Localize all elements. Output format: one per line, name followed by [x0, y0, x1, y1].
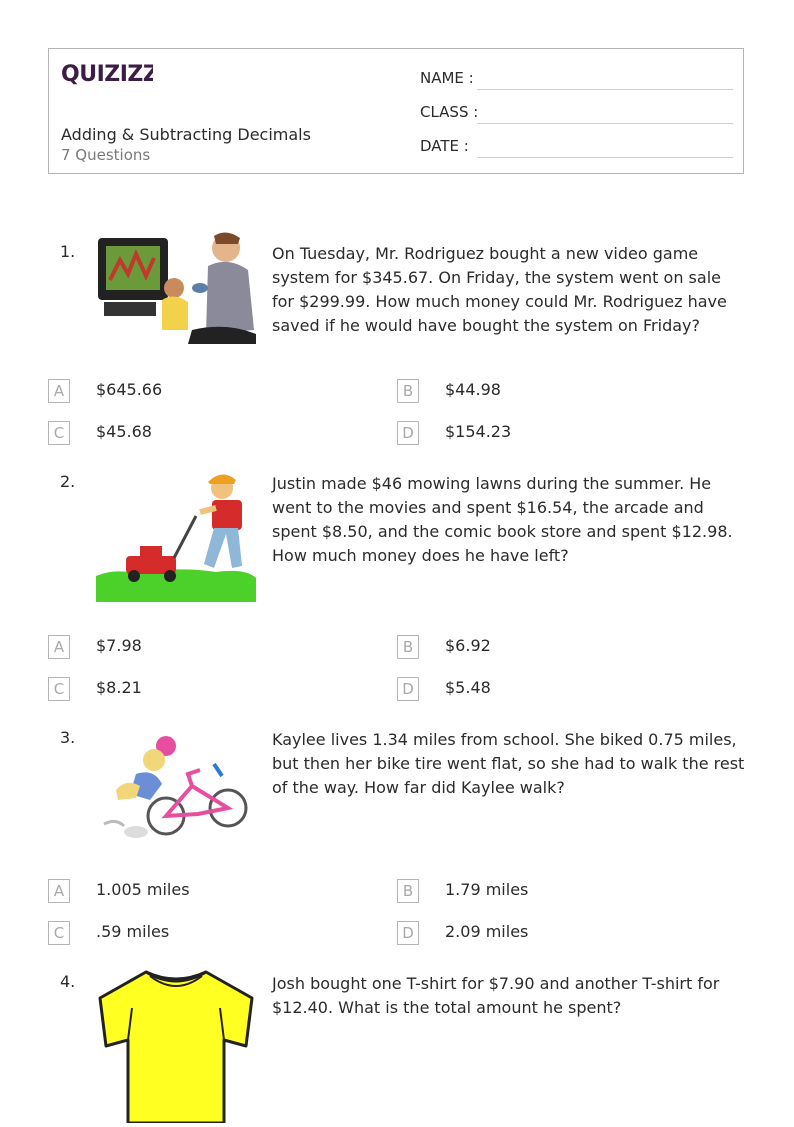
date-field[interactable] — [420, 137, 476, 155]
question-number: 1. — [60, 242, 76, 261]
option-text: 1.005 miles — [96, 880, 190, 899]
question-text: Justin made $46 mowing lawns during the summer. He went to the movies and spent $16.54, the arcade and spent $8.50, and the comic book store and spent $12.98. How much money does he have left? — [272, 474, 733, 565]
option-letter-box[interactable]: A — [48, 879, 70, 903]
option-text: .59 miles — [96, 922, 170, 941]
option-text: $8.21 — [96, 678, 142, 697]
option-text: 1.79 miles — [445, 880, 529, 899]
name-field[interactable] — [420, 69, 476, 87]
option-text: 2.09 miles — [445, 922, 529, 941]
svg-text:QUIZIZZ: QUIZIZZ — [61, 62, 153, 87]
option-letter-box[interactable]: A — [48, 635, 70, 659]
name-label: NAME : — [420, 69, 474, 87]
option-letter-box[interactable]: C — [48, 677, 70, 701]
class-line[interactable] — [477, 123, 733, 124]
option-letter-box[interactable]: B — [397, 635, 419, 659]
t-shirt-illustration — [96, 968, 256, 1123]
option-text: $44.98 — [445, 380, 501, 399]
option-letter-box[interactable]: B — [397, 379, 419, 403]
option-letter-box[interactable]: B — [397, 879, 419, 903]
quizizz-logo — [61, 59, 153, 93]
question-text: On Tuesday, Mr. Rodriguez bought a new video game system for $345.67. On Friday, the system went on sale for $299.99. How much money could Mr. Rodriguez have saved if he would have bought the system on Friday? — [272, 244, 727, 335]
option-text: $45.68 — [96, 422, 152, 441]
option-letter-box[interactable]: C — [48, 421, 70, 445]
option-text: $5.48 — [445, 678, 491, 697]
option-text: $154.23 — [445, 422, 512, 441]
question-number: 4. — [60, 972, 76, 991]
worksheet-title: Adding & Subtracting Decimals — [61, 125, 311, 144]
video-game-illustration — [96, 230, 256, 350]
option-text: $7.98 — [96, 636, 142, 655]
option-letter-box[interactable]: C — [48, 921, 70, 945]
flat-bike-illustration — [96, 734, 256, 854]
option-text: $6.92 — [445, 636, 491, 655]
question-number: 2. — [60, 472, 76, 491]
worksheet-header — [48, 48, 744, 174]
question-text: Josh bought one T-shirt for $7.90 and another T-shirt for $12.40. What is the total amount he spent? — [272, 974, 720, 1017]
option-letter-box[interactable]: D — [397, 677, 419, 701]
option-letter-box[interactable]: D — [397, 421, 419, 445]
question-count: 7 Questions — [61, 146, 151, 164]
date-label: DATE : — [420, 137, 469, 155]
date-line[interactable] — [477, 157, 733, 158]
class-label: CLASS : — [420, 103, 479, 121]
option-letter-box[interactable]: D — [397, 921, 419, 945]
option-text: $645.66 — [96, 380, 163, 399]
option-letter-box[interactable]: A — [48, 379, 70, 403]
class-field[interactable] — [420, 103, 479, 121]
question-number: 3. — [60, 728, 76, 747]
name-line[interactable] — [477, 89, 733, 90]
lawn-mower-illustration — [96, 468, 256, 608]
question-text: Kaylee lives 1.34 miles from school. She biked 0.75 miles, but then her bike tire went flat, so she had to walk the rest of the way. How far did Kaylee walk? — [272, 730, 745, 797]
